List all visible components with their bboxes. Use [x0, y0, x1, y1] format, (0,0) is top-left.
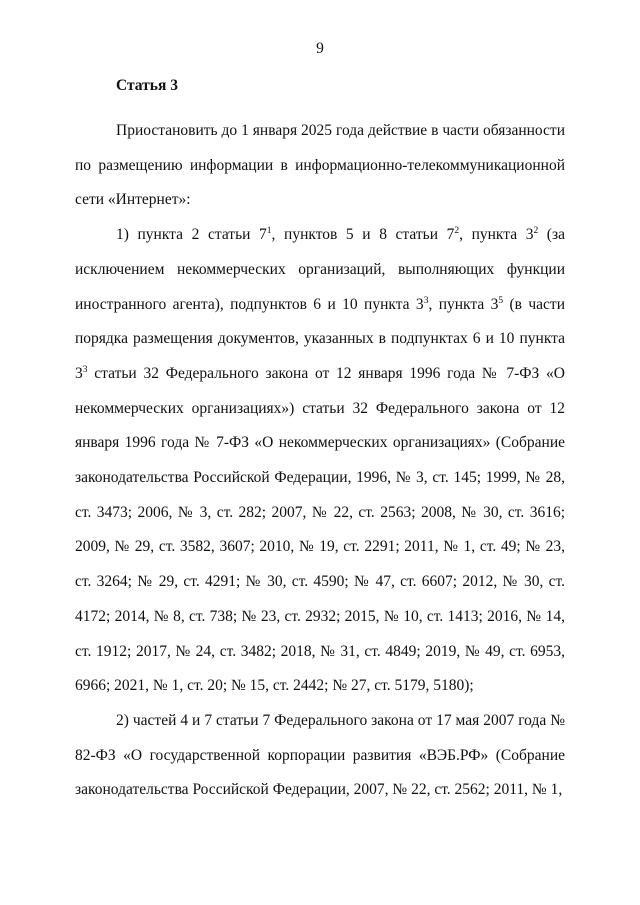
item-1-text-7: статьи 32 Федерального закона от 12 января 1996 года № 7-ФЗ «О некоммерческих организациях») статьи 32 Федерального закона от 12 января 1996 года № 7-ФЗ «О некоммерческих организациях» (Собрание законодательства Российской Федерации, 1996, № 3, ст. 145; 1999, № 28, ст. 3473; 2006, № 3, ст. 282; 2007, № 22, ст. 2563; 2008, № 30, ст. 3616; 2009, № 29, ст. 3582, 3607; 2010, № 19, ст. 2291; 2011, № 1, ст. 49; № 23, ст. 3264; № 29, ст. 4291; № 30, ст. 4590; № 47, ст. 6607; 2012, № 30, ст. 4172; 2014, № 8, ст. 738; № 23, ст. 2932; 2015, № 10, ст. 1413; 2016, № 14, ст. 1912; 2017, № 24, ст. 3482; 2018, № 31, ст. 4849; 2019, № 49, ст. 6953, 6966; 2021, № 1, ст. 20; № 15, ст. 2442; № 27, ст. 5179, 5180);: [75, 364, 565, 695]
article-heading: Статья 3: [116, 77, 178, 94]
item-1-paragraph: [75, 218, 565, 704]
superscript: 3: [82, 364, 88, 375]
item-2-paragraph: 2) частей 4 и 7 статьи 7 Федерального закона от 17 мая 2007 года № 82-ФЗ «О государственной корпорации развития «ВЭБ.РФ» (Собрание законодательства Российской Федерации, 2007, № 22, ст. 2562; 2011, № 1,: [75, 711, 565, 799]
item-1-text-1: 1) пункта 2 статьи 7: [116, 226, 267, 244]
superscript: 1: [266, 226, 272, 237]
item-1-text-3: , пункта 3: [459, 226, 534, 244]
document-body: [75, 76, 565, 808]
superscript: 2: [533, 226, 539, 237]
item-1-text-2: , пунктов 5 и 8 статьи 7: [271, 226, 455, 244]
item-1-text-4: (за исключением некоммерческих организаций, выполняющих функции иностранного агента), подпунктов 6 и 10 пункта 3: [75, 226, 565, 313]
item-1-text-5: , пункта 3: [428, 295, 499, 313]
superscript: 5: [498, 295, 504, 306]
item-1-text-6: (в части порядка размещения документов, указанных в подпунктах 6 и 10 пункта 3: [75, 295, 565, 382]
page-number: 9: [316, 40, 324, 57]
intro-paragraph: Приостановить до 1 января 2025 года действие в части обязанности по размещению информации в информационно-телекоммуникационной сети «Интернет»:: [75, 122, 565, 209]
superscript: 2: [454, 226, 460, 237]
superscript: 3: [423, 295, 429, 306]
